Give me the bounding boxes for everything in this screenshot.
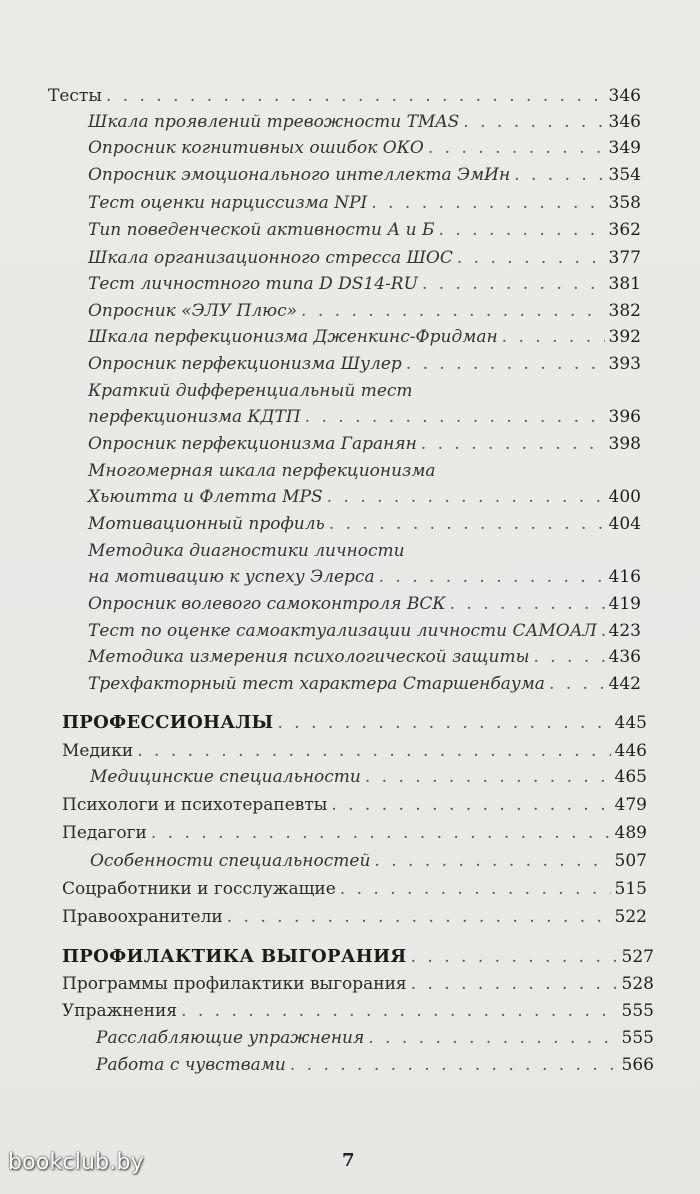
dot-leader [106, 84, 605, 108]
toc-entry-first-line: Краткий дифференциальный тест [88, 381, 413, 401]
toc-entry[interactable] [88, 272, 641, 296]
dot-leader [457, 246, 605, 270]
toc-entry-page-number: 522 [614, 907, 647, 927]
toc-entry-page-number: 349 [608, 138, 641, 158]
toc-entry[interactable] [62, 905, 647, 929]
dot-leader [439, 218, 605, 242]
toc-entry-page-number: 354 [608, 165, 641, 185]
dot-leader [137, 739, 610, 763]
toc-entry[interactable] [88, 136, 641, 160]
dot-leader [151, 821, 611, 845]
toc-entry-title: перфекционизма КДТП [88, 407, 301, 427]
toc-entry[interactable] [88, 645, 641, 669]
page-number: 7 [342, 1150, 355, 1171]
toc-entry-title: Шкала перфекционизма Дженкинс-Фридман [88, 327, 498, 347]
toc-entry[interactable] [88, 191, 641, 215]
dot-leader [463, 110, 604, 134]
dot-leader [428, 136, 605, 160]
toc-entry-page-number: 392 [608, 327, 641, 347]
toc-entry[interactable] [88, 405, 641, 429]
toc-entry[interactable] [88, 352, 641, 376]
dot-leader [365, 765, 611, 789]
toc-entry-title: Программы профилактики выгорания [62, 974, 407, 994]
toc-entry[interactable] [90, 849, 647, 873]
toc-entry[interactable] [88, 432, 641, 456]
toc-entry[interactable] [88, 325, 641, 349]
dot-leader [450, 592, 605, 616]
toc-entry-first-line: Методика диагностики личности [88, 541, 405, 561]
toc-entry-title: Методика измерения психологической защиты [88, 647, 530, 667]
toc-entry-page-number: 346 [608, 112, 641, 132]
toc-entry-title: Тест оценки нарциссизма NPI [88, 193, 368, 213]
toc-entry-title: Опросник «ЭЛУ Плюс» [88, 301, 298, 321]
dot-leader [514, 163, 604, 187]
toc-entry[interactable] [62, 972, 654, 996]
toc-entry-page-number: 555 [621, 1001, 654, 1021]
toc-entry[interactable] [62, 945, 654, 969]
toc-entry-first-line: Многомерная шкала перфекционизма [88, 461, 436, 481]
toc-entry-page-number: 445 [614, 713, 647, 733]
toc-entry-title: Психологи и психотерапевты [62, 795, 328, 815]
toc-entry[interactable] [62, 877, 647, 901]
toc-entry-title: Шкала организационного стресса ШОС [88, 248, 453, 268]
toc-entry-title: Правоохранители [62, 907, 223, 927]
dot-leader [533, 645, 604, 669]
toc-entry-title: на мотивацию к успеху Элерса [88, 567, 375, 587]
toc-entry-title: Тест по оценке самоактуализации личности САМОАЛ [88, 621, 597, 641]
toc-entry-page-number: 362 [608, 220, 641, 240]
toc-entry-title: Тест личностного типа D DS14-RU [88, 274, 418, 294]
toc-entry-title: Медицинские специальности [90, 767, 361, 787]
toc-entry-title: Упражнения [62, 1001, 178, 1021]
dot-leader [301, 299, 605, 323]
toc-entry-page-number: 393 [608, 354, 641, 374]
toc-entry-title: Мотивационный профиль [88, 514, 325, 534]
dot-leader [379, 565, 605, 589]
toc-entry-page-number: 555 [621, 1028, 654, 1048]
toc-entry-page-number: 381 [608, 274, 641, 294]
toc-entry-page-number: 479 [614, 795, 647, 815]
toc-entry[interactable] [88, 218, 641, 242]
toc-entry-title: Трехфакторный тест характера Старшенбаума [88, 674, 545, 694]
toc-entry[interactable] [90, 765, 647, 789]
toc-entry[interactable] [88, 619, 641, 643]
toc-entry-page-number: 446 [614, 741, 647, 761]
toc-entry-page-number: 515 [614, 879, 647, 899]
toc-entry[interactable] [88, 485, 641, 509]
toc-entry-title: Опросник когнитивных ошибок ОКО [88, 138, 424, 158]
toc-entry-title: Медики [62, 741, 134, 761]
toc-entry[interactable] [62, 999, 654, 1023]
dot-leader [327, 485, 605, 509]
toc-entry-title: Шкала проявлений тревожности TMAS [88, 112, 460, 132]
dot-leader [411, 945, 618, 969]
toc-entry[interactable] [88, 299, 641, 323]
dot-leader [340, 877, 611, 901]
toc-entry-page-number: 377 [608, 248, 641, 268]
dot-leader [368, 1026, 617, 1050]
toc-entry[interactable] [88, 163, 641, 187]
toc-entry[interactable] [88, 592, 641, 616]
toc-entry[interactable] [88, 246, 641, 270]
toc-entry[interactable] [96, 1026, 654, 1050]
toc-entry-title: ПРОФИЛАКТИКА ВЫГОРАНИЯ [62, 946, 407, 967]
toc-entry-title: Педагоги [62, 823, 147, 843]
toc-entry[interactable] [62, 739, 647, 763]
dot-leader [601, 619, 605, 643]
toc-entry-page-number: 346 [608, 86, 641, 106]
toc-entry-page-number: 382 [608, 301, 641, 321]
toc-entry-page-number: 404 [608, 514, 641, 534]
dot-leader [374, 849, 610, 873]
toc-entry[interactable] [62, 821, 647, 845]
toc-entry-page-number: 400 [608, 487, 641, 507]
dot-leader [181, 999, 617, 1023]
toc-entry[interactable] [88, 565, 641, 589]
toc-entry-page-number: 423 [608, 621, 641, 641]
dot-leader [329, 512, 605, 536]
toc-entry[interactable] [48, 84, 641, 108]
toc-entry-page-number: 416 [608, 567, 641, 587]
toc-entry-page-number: 396 [608, 407, 641, 427]
toc-entry-page-number: 489 [614, 823, 647, 843]
toc-entry-page-number: 419 [608, 594, 641, 614]
toc-entry-title: Тип поведенческой активности А и Б [88, 220, 435, 240]
dot-leader [277, 711, 610, 735]
toc-entry-page-number: 507 [614, 851, 647, 871]
dot-leader [290, 1053, 618, 1077]
toc-entry-page-number: 358 [608, 193, 641, 213]
dot-leader [227, 905, 611, 929]
toc-entry-title: Особенности специальностей [90, 851, 371, 871]
dot-leader [502, 325, 605, 349]
toc-entry-page-number: 398 [608, 434, 641, 454]
toc-entry-title: Соцработники и госслужащие [62, 879, 336, 899]
toc-entry-page-number: 436 [608, 647, 641, 667]
dot-leader [305, 405, 605, 429]
dot-leader [422, 272, 605, 296]
toc-entry-title: Опросник эмоционального интеллекта ЭмИн [88, 165, 511, 185]
toc-entry[interactable] [96, 1053, 654, 1077]
watermark-logo: bookclub.by [8, 1150, 144, 1175]
toc-entry[interactable] [88, 672, 641, 696]
dot-leader [371, 191, 604, 215]
toc-entry[interactable] [62, 711, 647, 735]
toc-entry-title: Опросник волевого самоконтроля ВСК [88, 594, 446, 614]
toc-entry-page-number: 527 [621, 947, 654, 967]
toc-entry-title: Опросник перфекционизма Шулер [88, 354, 402, 374]
dot-leader [331, 793, 610, 817]
toc-entry-page-number: 442 [608, 674, 641, 694]
toc-entry-page-number: 566 [621, 1055, 654, 1075]
dot-leader [421, 432, 605, 456]
dot-leader [406, 352, 605, 376]
toc-entry-page-number: 528 [621, 974, 654, 994]
toc-entry[interactable] [88, 512, 641, 536]
toc-entry[interactable] [62, 793, 647, 817]
dot-leader [549, 672, 605, 696]
toc-entry-page-number: 465 [614, 767, 647, 787]
toc-entry-title: Хьюитта и Флетта MPS [88, 487, 323, 507]
toc-entry-title: Опросник перфекционизма Гаранян [88, 434, 417, 454]
toc-entry-title: ПРОФЕССИОНАЛЫ [62, 712, 274, 733]
dot-leader [411, 972, 618, 996]
toc-entry-title: Расслабляющие упражнения [96, 1028, 365, 1048]
toc-entry-title: Тесты [48, 86, 102, 106]
toc-entry[interactable] [88, 110, 641, 134]
toc-entry-title: Работа с чувствами [96, 1055, 286, 1075]
